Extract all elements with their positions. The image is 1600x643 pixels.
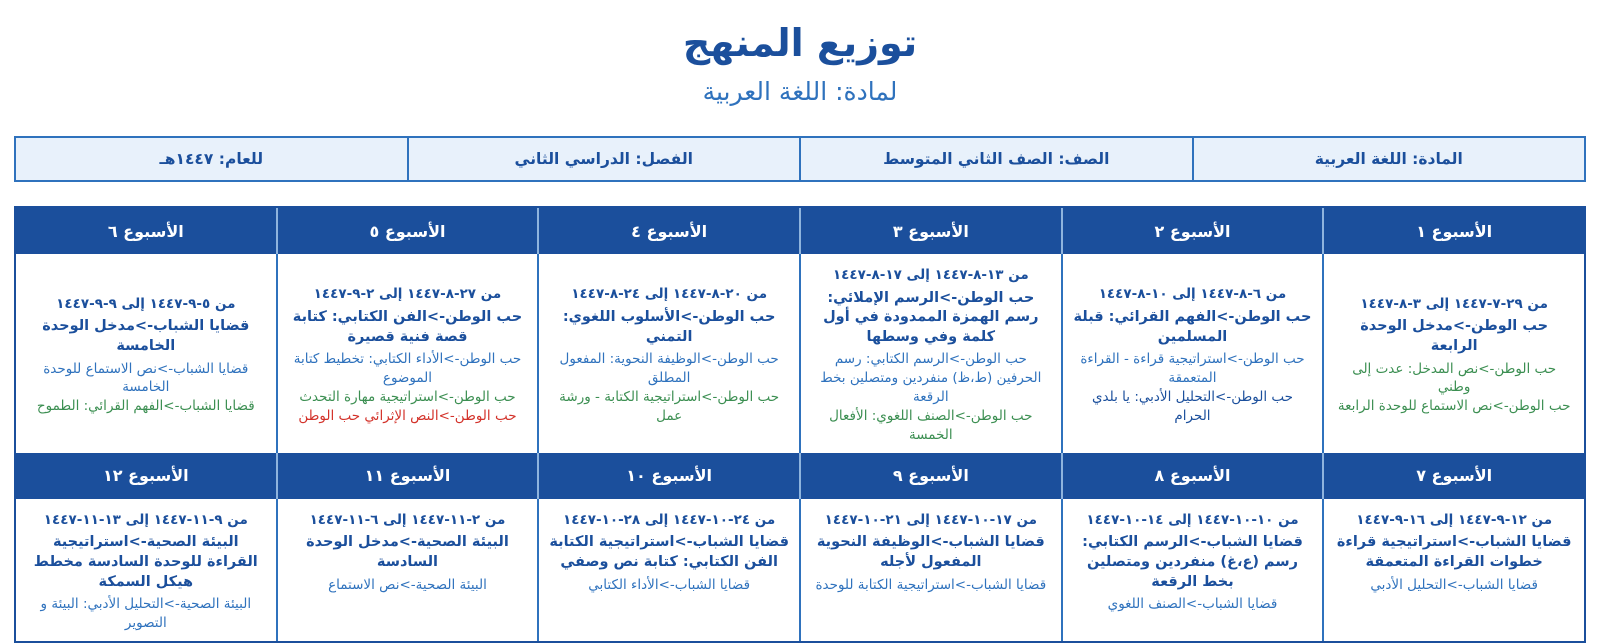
week-date-range: من ٢٩-٧-١٤٤٧ إلى ٣-٨-١٤٤٧ <box>1360 295 1548 312</box>
week-lesson-line: حب الوطن->النص الإثرائي حب الوطن <box>298 407 517 424</box>
info-cell-year: للعام: ١٤٤٧هـ <box>159 150 264 169</box>
week-header-8: الأسبوع ٨ <box>1061 453 1323 499</box>
week-lesson-line: حب الوطن->الرسم الكتابي: رسم الحرفين (ط،ظ) منفردين ومتصلين بخط الرقعة <box>820 351 1042 406</box>
page-subtitle: لمادة: اللغة العربية <box>702 76 898 106</box>
week-cell-12 <box>16 499 276 641</box>
page-title: توزيع المنهج <box>682 21 918 65</box>
week-cell-11 <box>276 499 538 641</box>
week-header-4: الأسبوع ٤ <box>537 208 799 254</box>
week-main-lesson: البيئة الصحية->مدخل الوحدة السادسة <box>306 534 509 571</box>
week-lesson-line: حب الوطن->استراتيجية مهارة التحدث <box>299 388 516 405</box>
week-date-range: من ٥-٩-١٤٤٧ إلى ٩-٩-١٤٤٧ <box>56 295 236 312</box>
week-header-12: الأسبوع ١٢ <box>102 466 189 486</box>
week-main-lesson: قضايا الشباب->استراتيجية قراءة خطوات القراءة المتعمقة <box>1336 534 1572 571</box>
week-body-row <box>16 499 1584 641</box>
week-lesson-line: البيئة الصحية->نص الاستماع <box>328 576 487 593</box>
week-main-lesson: حب الوطن->الفهم القرائي: قبلة المسلمين <box>1073 308 1312 345</box>
week-lesson-line: حب الوطن->الوظيفة النحوية: المفعول المطلق <box>559 351 779 386</box>
week-cell-4 <box>537 254 799 453</box>
week-main-lesson: قضايا الشباب->الرسم الكتابي: رسم (ع،غ) منفردين ومتصلين بخط الرقعة <box>1082 534 1303 590</box>
week-lesson-line: قضايا الشباب->نص الاستماع للوحدة الخامسة <box>43 360 249 396</box>
title-block <box>0 0 1600 108</box>
week-lesson-line: قضايا الشباب->الصنف اللغوي <box>1107 596 1278 613</box>
week-lesson-line: حب الوطن->الأداء الكتابي: تخطيط كتابة الموضوع <box>293 351 522 386</box>
week-cell-8 <box>1061 499 1323 641</box>
week-cell-2 <box>1061 254 1323 453</box>
week-date-range: من ٦-٨-١٤٤٧ إلى ١٠-٨-١٤٤٧ <box>1098 286 1287 303</box>
week-lesson-line: قضايا الشباب->الأداء الكتابي <box>588 576 751 593</box>
week-header-11: الأسبوع ١١ <box>276 453 538 499</box>
week-date-range: من ٢٠-٨-١٤٤٧ إلى ٢٤-٨-١٤٤٧ <box>571 286 768 303</box>
week-date-range: من ١٢-٩-١٤٤٧ إلى ١٦-٩-١٤٤٧ <box>1356 511 1553 528</box>
info-cell-grade: الصف: الصف الثاني المتوسط <box>799 138 1192 180</box>
week-lesson-line: حب الوطن->نص المدخل: عدت إلى وطني <box>1352 360 1557 396</box>
week-date-range: من ٢-١١-١٤٤٧ إلى ٦-١١-١٤٤٧ <box>309 511 506 528</box>
week-main-lesson: قضايا الشباب->الوظيفة النحوية المفعول لأجله <box>816 534 1045 571</box>
week-lesson-line: حب الوطن->نص الاستماع للوحدة الرابعة <box>1337 398 1571 415</box>
week-cell-9 <box>799 499 1061 641</box>
info-cell-term: الفصل: الدراسي الثاني <box>407 138 800 180</box>
week-lesson-line: حب الوطن->استراتيجية قراءة - القراءة المتعمقة <box>1080 351 1305 386</box>
week-lesson-line: حب الوطن->استراتيجية الكتابة - ورشة عمل <box>559 388 780 424</box>
week-cell-7 <box>1322 499 1584 641</box>
week-header-1: الأسبوع ١ <box>1322 208 1584 254</box>
week-lesson-line: حب الوطن->الصنف اللغوي: الأفعال الخمسة <box>829 408 1033 443</box>
week-lesson-line: قضايا الشباب->الفهم القرائي: الطموح <box>36 398 255 415</box>
week-lesson-line: قضايا الشباب->استراتيجية الكتابة للوحدة <box>815 576 1047 593</box>
week-date-range: من ١٠-١٠-١٤٤٧ إلى ١٤-١٠-١٤٤٧ <box>1086 511 1299 528</box>
week-header-2: الأسبوع ٢ <box>1061 208 1323 254</box>
week-main-lesson: حب الوطن->الفن الكتابي: كتابة قصة فنية قصيرة <box>292 308 523 345</box>
week-body-row <box>16 254 1584 453</box>
week-header-3: الأسبوع ٣ <box>799 208 1061 254</box>
week-cell-1 <box>1322 254 1584 453</box>
week-main-lesson: قضايا الشباب->مدخل الوحدة الخامسة <box>42 318 250 354</box>
week-lesson-line: البيئة الصحية->التحليل الأدبي: البيئة و التصوير <box>40 596 252 632</box>
week-main-lesson: حب الوطن->الرسم الإملائي: رسم الهمزة الممدودة في أول كلمة وفي وسطها <box>823 289 1039 345</box>
info-bar <box>14 136 1586 182</box>
week-main-lesson: حب الوطن->الأسلوب اللغوي: التمني <box>562 308 776 345</box>
week-header-6: الأسبوع ٦ <box>107 221 184 241</box>
week-header-5: الأسبوع ٥ <box>276 208 538 254</box>
week-cell-10 <box>537 499 799 641</box>
week-header-row <box>16 208 1584 254</box>
week-header-10: الأسبوع ١٠ <box>537 453 799 499</box>
info-cell-subject: المادة: اللغة العربية <box>1192 138 1585 180</box>
week-date-range: من ٢٤-١٠-١٤٤٧ إلى ٢٨-١٠-١٤٤٧ <box>563 511 776 528</box>
week-cell-5 <box>276 254 538 453</box>
week-header-7: الأسبوع ٧ <box>1322 453 1584 499</box>
week-date-range: من ٩-١١-١٤٤٧ إلى ١٣-١١-١٤٤٧ <box>43 511 248 528</box>
week-cell-6 <box>16 254 276 453</box>
weeks-table <box>14 206 1586 643</box>
week-date-range: من ١٧-١٠-١٤٤٧ إلى ٢١-١٠-١٤٤٧ <box>824 511 1037 528</box>
week-date-range: من ١٣-٨-١٤٤٧ إلى ١٧-٨-١٤٤٧ <box>832 267 1029 284</box>
week-lesson-line: حب الوطن->التحليل الأدبي: يا بلدي الحرام <box>1091 388 1293 424</box>
week-header-row <box>16 453 1584 499</box>
week-lesson-line: قضايا الشباب->التحليل الأدبي <box>1370 576 1538 593</box>
week-date-range: من ٢٧-٨-١٤٤٧ إلى ٢-٩-١٤٤٧ <box>313 286 502 303</box>
week-cell-3 <box>799 254 1061 453</box>
week-main-lesson: البيئة الصحية->استراتيجية القراءة للوحدة السادسة مخطط هيكل السمكة <box>33 534 258 590</box>
week-main-lesson: حب الوطن->مدخل الوحدة الرابعة <box>1360 318 1549 354</box>
week-header-9: الأسبوع ٩ <box>799 453 1061 499</box>
week-main-lesson: قضايا الشباب->استراتيجية الكتابة الفن الكتابي: كتابة نص وصفي <box>549 534 789 571</box>
